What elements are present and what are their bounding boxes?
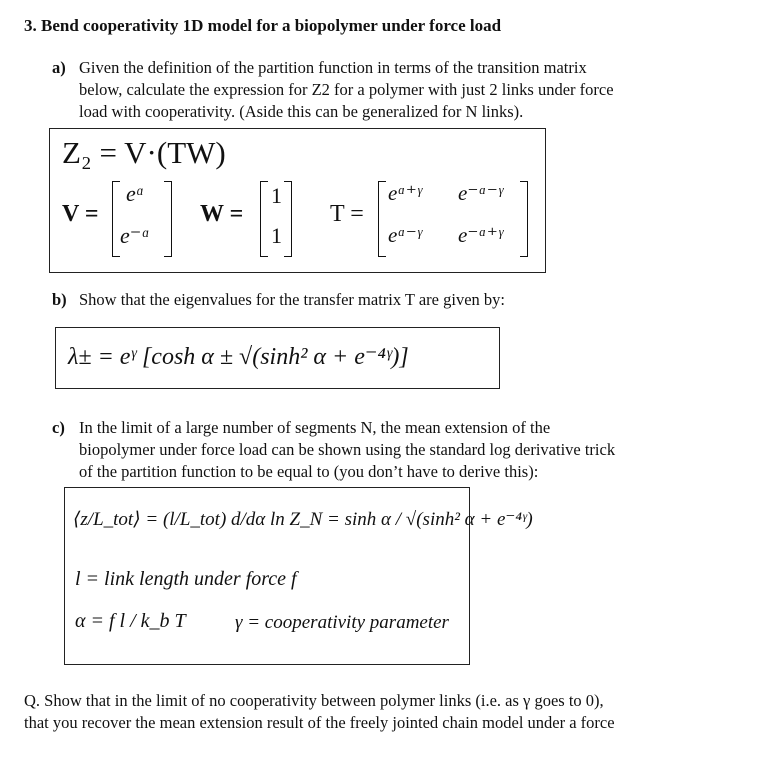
part-b-label: b) bbox=[52, 290, 67, 309]
t-right-bracket bbox=[520, 181, 528, 257]
part-a-line-3: load with cooperativity. (Aside this can be generalized for N links). bbox=[79, 102, 524, 121]
question-line-1: Q. Show that in the limit of no cooperativity between polymer links (i.e. as γ goes to 0), bbox=[24, 691, 604, 710]
v-label: V = bbox=[62, 201, 99, 227]
v-right-bracket bbox=[164, 181, 172, 257]
part-c-line-1: In the limit of a large number of segments N, the mean extension of the bbox=[79, 418, 551, 437]
link-length-definition: l = link length under force f bbox=[75, 568, 297, 590]
t-left-bracket bbox=[378, 181, 386, 257]
part-b-text: Show that the eigenvalues for the transfer matrix T are given by: bbox=[79, 290, 505, 309]
problem-title: 3. Bend cooperativity 1D model for a biopolymer under force load bbox=[24, 16, 502, 35]
eigenvalue-equation: λ± = eᵞ [cosh α ± √(sinh² α + e⁻⁴ᵞ)] bbox=[68, 344, 409, 370]
v-left-bracket bbox=[112, 181, 120, 257]
alpha-definition: α = f l / k_b T bbox=[75, 610, 186, 632]
z2-equation: Z₂ = V·(TW) bbox=[62, 135, 226, 170]
gamma-definition: γ = cooperativity parameter bbox=[235, 612, 449, 633]
t-label: T = bbox=[330, 201, 364, 227]
part-a-line-1: Given the definition of the partition function in terms of the transition matrix bbox=[79, 58, 587, 77]
eigenvalue-box bbox=[55, 327, 500, 389]
mean-extension-box bbox=[64, 487, 533, 665]
t-entry-21: eᵅ⁻ᵞ bbox=[388, 223, 422, 247]
mean-extension-equation: ⟨z/L_tot⟩ = (l/L_tot) d/dα ln Z_N = sinh α / √(sinh² α + e⁻⁴ᵞ) bbox=[73, 509, 533, 530]
v-entry-1: eᵅ bbox=[126, 181, 145, 206]
v-entry-2: e⁻ᵅ bbox=[120, 223, 151, 248]
w-entry-2: 1 bbox=[271, 223, 282, 248]
w-label: W = bbox=[200, 201, 244, 227]
part-c-line-3: of the partition function to be equal to (you don’t have to derive this): bbox=[79, 462, 539, 481]
w-right-bracket bbox=[284, 181, 292, 257]
part-a-line-2: below, calculate the expression for Z2 for a polymer with just 2 links under force bbox=[79, 80, 614, 99]
w-left-bracket bbox=[260, 181, 268, 257]
matrix-definitions-box bbox=[49, 128, 546, 273]
part-c-label: c) bbox=[52, 418, 65, 437]
part-c-line-2: biopolymer under force load can be shown using the standard log derivative trick bbox=[79, 440, 616, 459]
t-entry-22: e⁻ᵅ⁺ᵞ bbox=[458, 223, 503, 247]
w-entry-1: 1 bbox=[271, 183, 282, 208]
question-line-2: that you recover the mean extension result of the freely jointed chain model under a force bbox=[24, 713, 615, 732]
t-entry-11: eᵅ⁺ᵞ bbox=[388, 181, 422, 205]
t-entry-12: e⁻ᵅ⁻ᵞ bbox=[458, 181, 503, 205]
part-a-label: a) bbox=[52, 58, 66, 77]
